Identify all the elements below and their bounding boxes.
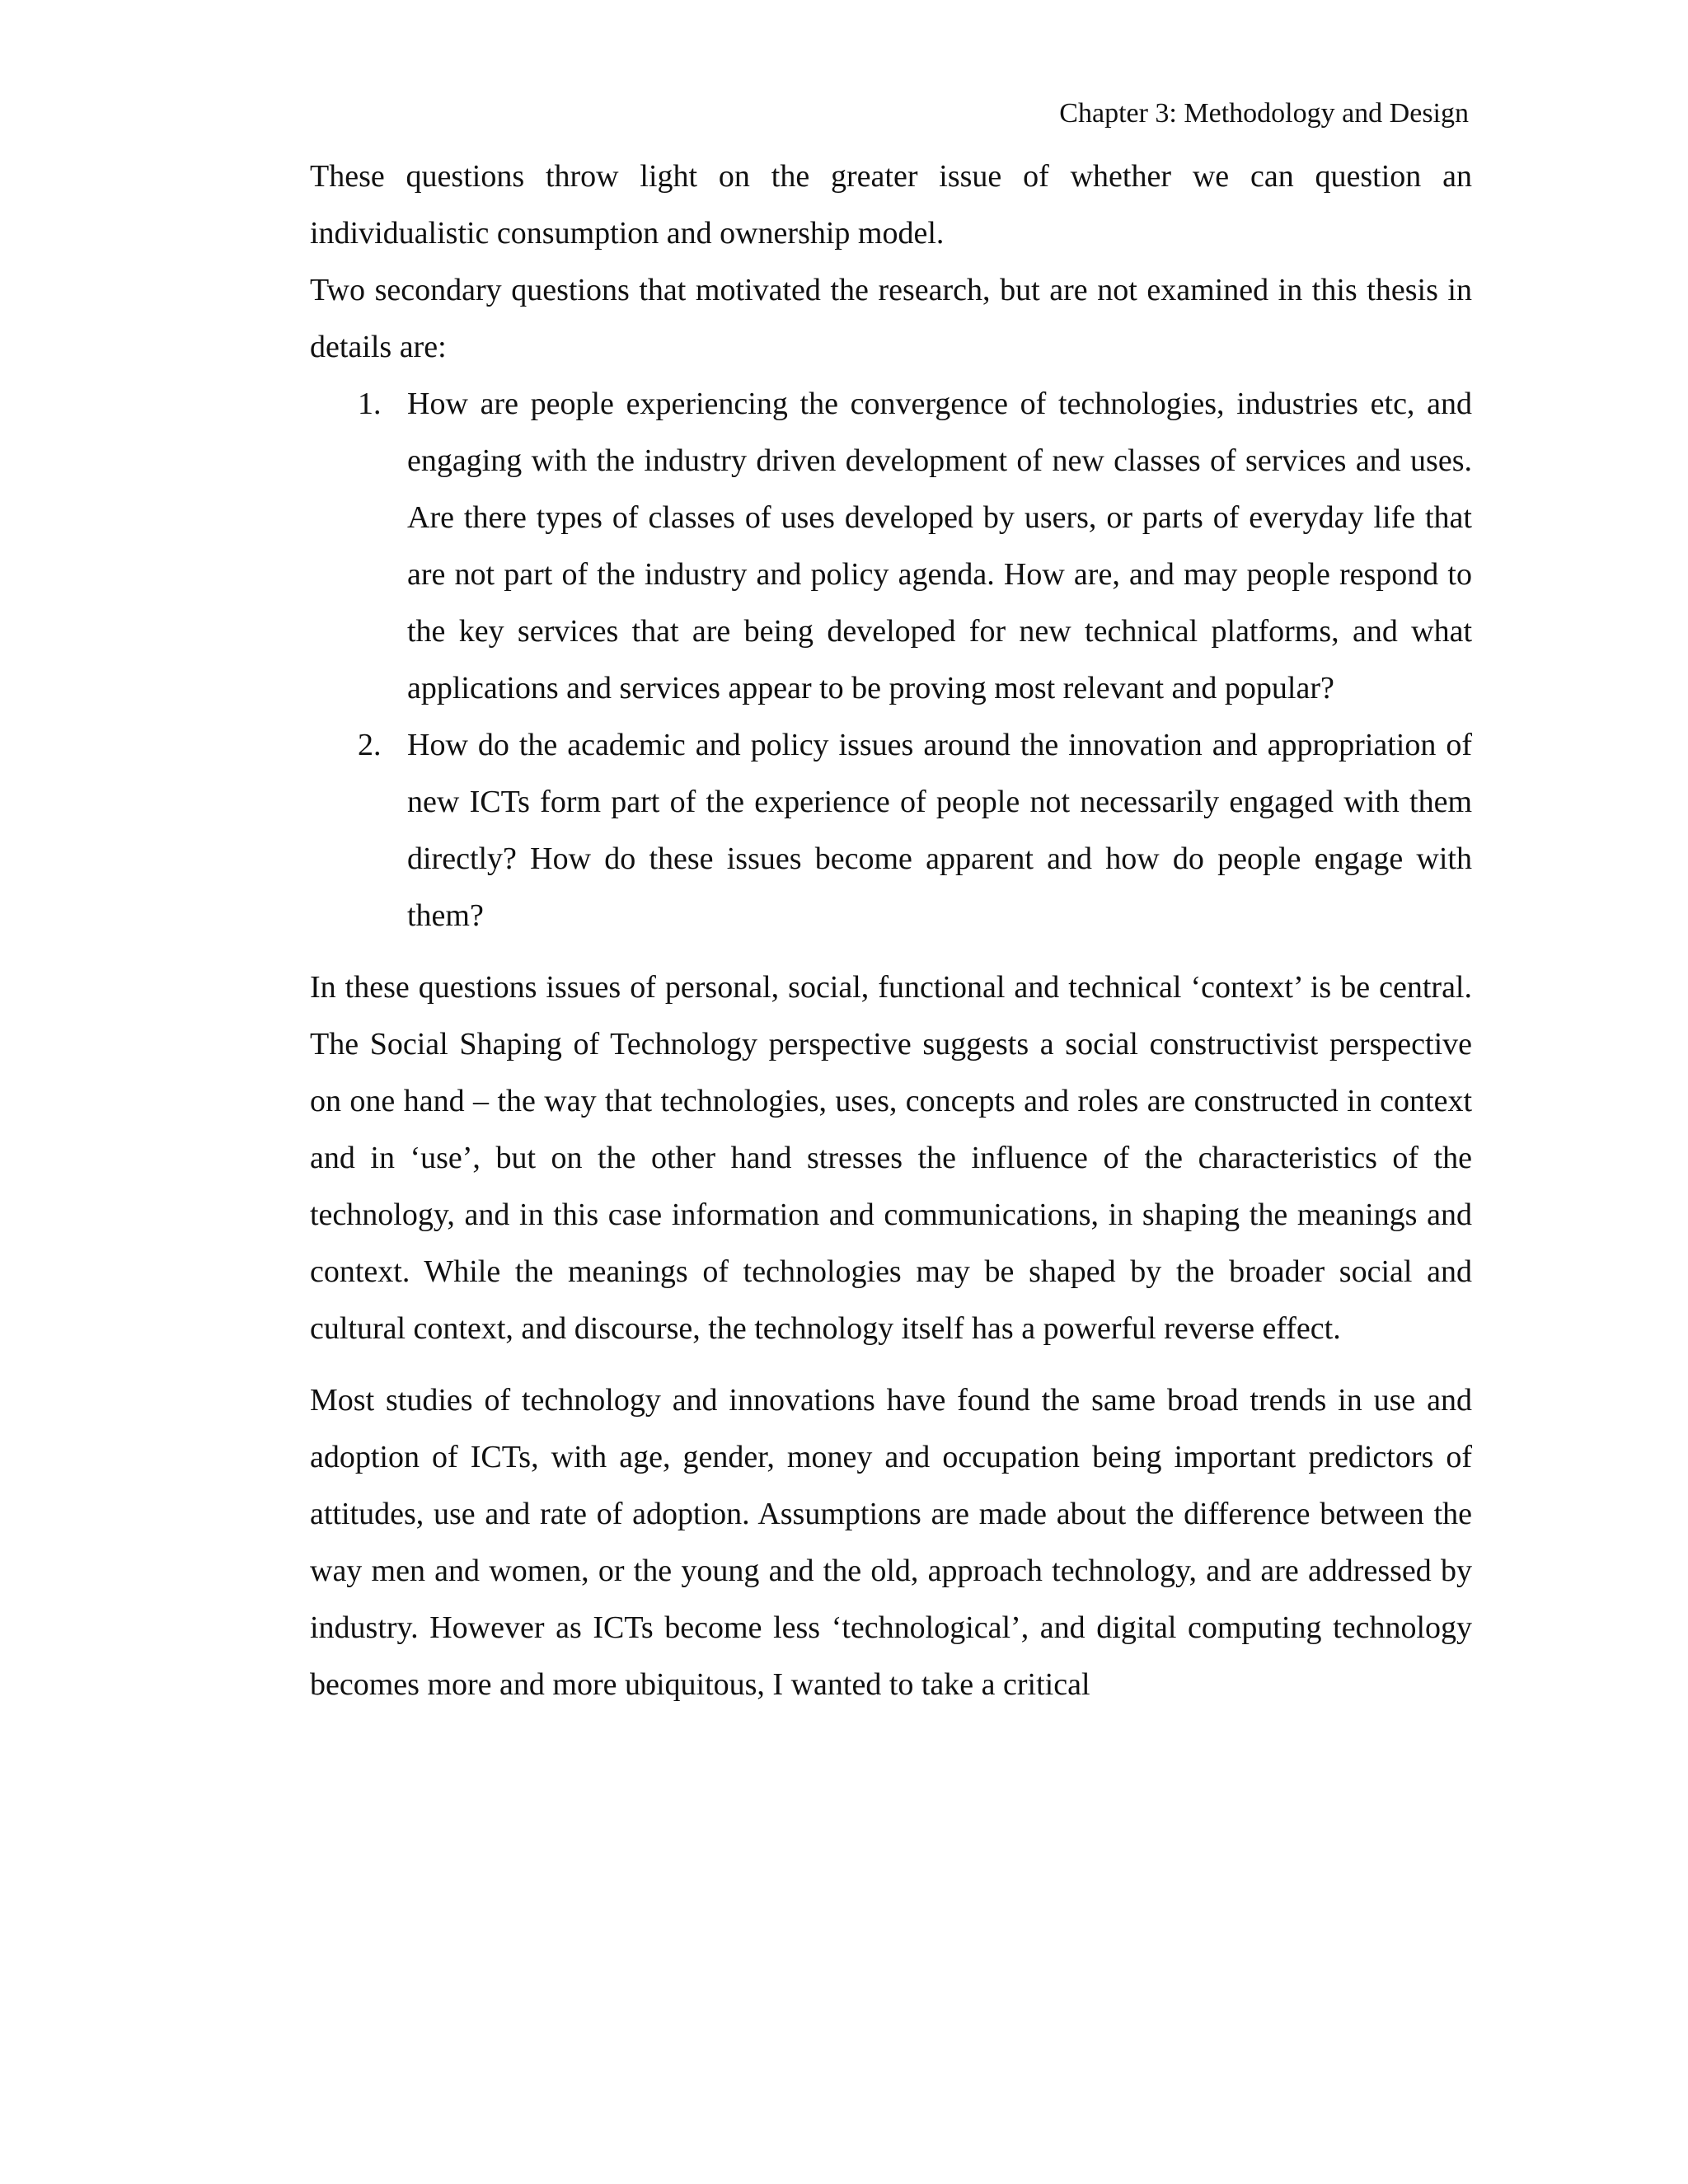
list-item-number: 1. [358,387,382,421]
body-text [310,148,1472,1713]
paragraph-1: These questions throw light on the greater issue of whether we can question an individualistic consumption and ownership model. [310,159,1472,251]
list-item-number: 2. [358,728,382,762]
paragraph-3: In these questions issues of personal, social, functional and technical ‘context’ is be central. The Social Shaping of Technology perspective suggests a social constructivist perspective on one hand – the way that technologies, uses, concepts and roles are constructed in context and in ‘use’, but on the other hand stresses the influence of the characteristics of the technology, and in this case information and communications, in shaping the meanings and context. While the meanings of technologies may be shaped by the broader social and cultural context, and discourse, the technology itself has a powerful reverse effect. [310,970,1472,1346]
list-item-text: How do the academic and policy issues around the innovation and appropriation of new ICTs form part of the experience of people not necessarily engaged with them directly? How do these issues become apparent and how do people engage with them? [407,728,1472,933]
running-header: Chapter 3: Methodology and Design [1059,98,1469,129]
paragraph-2: Two secondary questions that motivated the research, but are not examined in this thesis in details are: [310,273,1472,364]
list-item-text: How are people experiencing the convergence of technologies, industries etc, and engaging with the industry driven development of new classes of services and uses. Are there types of classes of uses developed by users, or parts of everyday life that are not part of the industry and policy agenda. How are, and may people respond to the key services that are being developed for new technical platforms, and what applications and services appear to be proving most relevant and popular? [407,387,1472,705]
list-item [310,376,1472,717]
paragraph-4: Most studies of technology and innovations have found the same broad trends in use and adoption of ICTs, with age, gender, money and occupation being important predictors of attitudes, use and rate of adoption. Assumptions are made about the difference between the way men and women, or the young and the old, approach technology, and are addressed by industry. However as ICTs become less ‘technological’, and digital computing technology becomes more and more ubiquitous, I wanted to take a critical [310,1383,1472,1702]
secondary-questions-list [310,376,1472,944]
list-item [310,717,1472,944]
